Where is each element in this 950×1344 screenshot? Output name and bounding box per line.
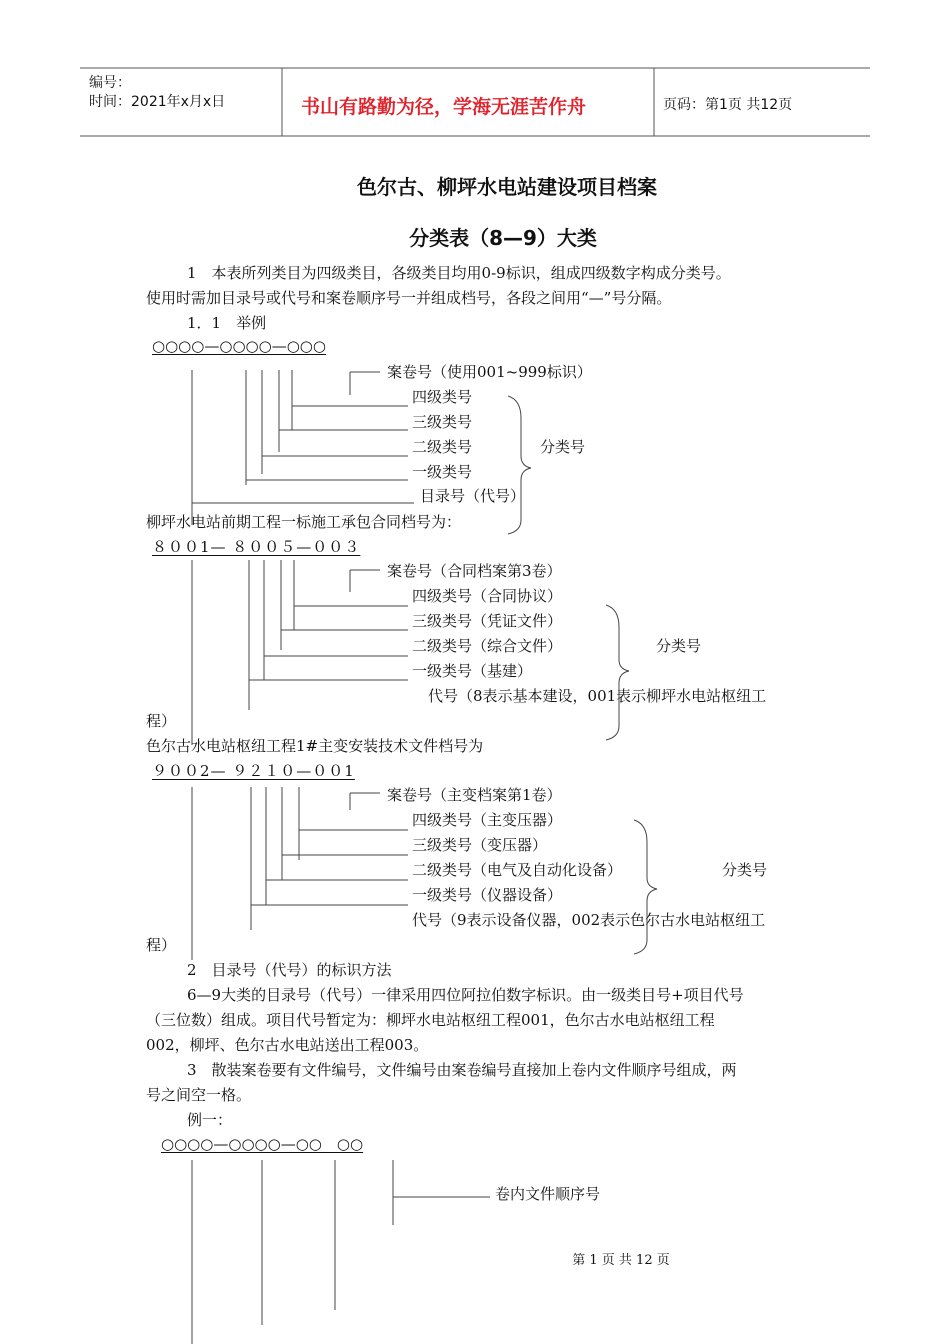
section-2-line2: （三位数）组成。项目代号暂定为：柳坪水电站枢纽工程001，色尔古水电站枢纽工程 [146, 1011, 715, 1029]
example1-label-1: 案卷号（使用001~999标识） [387, 363, 592, 381]
example3-group-label: 分类号 [722, 861, 768, 879]
example3-label-6b: 程） [146, 936, 177, 954]
example2-label-5: 一级类号（基建） [412, 662, 533, 680]
example1-group-label: 分类号 [540, 438, 586, 456]
example3-label-6a: 代号（9表示设备仪器，002表示色尔古水电站枢纽工 [412, 911, 766, 929]
header-number-label: 编号： [89, 75, 131, 91]
section-2-title: 2 目录号（代号）的标识方法 [187, 961, 392, 979]
example3-label-5: 一级类号（仪器设备） [412, 886, 563, 904]
example3-label-4: 二级类号（电气及自动化设备） [412, 861, 623, 879]
header-motto: 书山有路勤为径，学海无涯苦作舟 [301, 96, 587, 118]
example1-label-3: 三级类号 [412, 413, 473, 431]
example3-label-3: 三级类号（变压器） [412, 836, 548, 854]
example4-label: 例一： [187, 1111, 233, 1129]
example2-label-1: 案卷号（合同档案第3卷） [387, 562, 562, 580]
example1-label-2: 四级类号 [412, 388, 473, 406]
example1-label-5: 一级类号 [412, 463, 473, 481]
para1-line2: 使用时需加目录号或代号和案卷顺序号一并组成档号，各段之间用“—”号分隔。 [146, 289, 672, 307]
example2-label-4: 二级类号（综合文件） [412, 637, 563, 655]
example1-label-6: 目录号（代号） [420, 487, 526, 505]
example3-label-1: 案卷号（主变档案第1卷） [387, 786, 562, 804]
para1-line1: 1 本表所列类目为四级类目，各级类目均用0-9标识，组成四级数字构成分类号。 [187, 264, 731, 282]
document-title: 色尔古、柳坪水电站建设项目档案 [357, 175, 657, 199]
section-3-line1: 3 散装案卷要有文件编号，文件编号由案卷编号直接加上卷内文件顺序号组成，两 [187, 1061, 737, 1079]
section-2-line1: 6—9大类的目录号（代号）一律采用四位阿拉伯数字标识。由一级类目号+项目代号 [187, 986, 744, 1004]
example2-group-label: 分类号 [656, 637, 702, 655]
example1-label-4: 二级类号 [412, 438, 473, 456]
example3-intro: 色尔古水电站枢纽工程1#主变安装技术文件档号为 [146, 737, 484, 755]
example1-code: ○○○○—○○○○—○○○ [152, 337, 326, 355]
example4-label-1: 卷内文件顺序号 [495, 1185, 601, 1203]
example4-code: ○○○○—○○○○—○○ ○○ [161, 1135, 364, 1153]
example2-label-2: 四级类号（合同协议） [412, 587, 563, 605]
example3-label-2: 四级类号（主变压器） [412, 811, 563, 829]
section-3-line2: 号之间空一格。 [146, 1086, 252, 1104]
header-time-label: 时间：2021年x月x日 [89, 94, 226, 110]
footer-page-number: 第 1 页 共 12 页 [572, 1253, 670, 1268]
example2-label-3: 三级类号（凭证文件） [412, 612, 563, 630]
example2-label-6a: 代号（8表示基本建设，001表示柳坪水电站枢纽工 [428, 687, 767, 705]
example3-code: ９００2— ９２１０—００1 [152, 762, 355, 780]
example2-label-6b: 程） [146, 712, 177, 730]
example2-intro: 柳坪水电站前期工程一标施工承包合同档号为： [146, 513, 462, 531]
header-page-info: 页码：第1页 共12页 [663, 97, 793, 113]
section-1-1: 1．1 举例 [187, 314, 267, 332]
document-subtitle: 分类表（8—9）大类 [409, 226, 597, 250]
example2-code: ８００1— ８００５—００３ [152, 538, 361, 556]
section-2-line3: 002，柳坪、色尔古水电站送出工程003。 [146, 1036, 429, 1054]
